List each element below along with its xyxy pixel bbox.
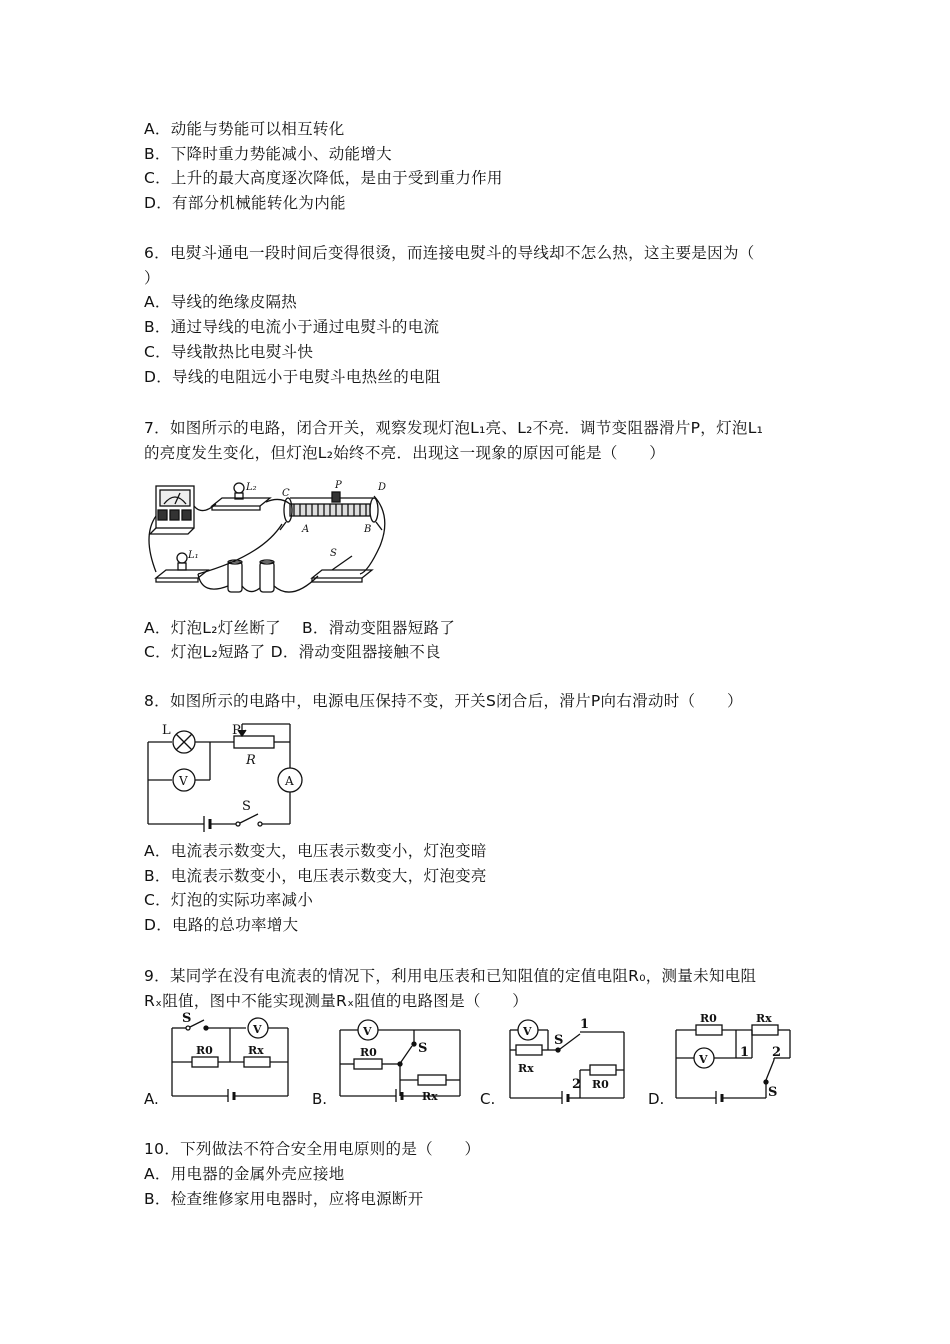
q10-option-b: B．检查维修家用电器时，应将电源断开: [144, 1190, 424, 1208]
q9d-two-label: 2: [772, 1045, 782, 1060]
q8-option-a: A．电流表示数变大，电压表示数变小，灯泡变暗: [144, 842, 487, 860]
q7-stem-line2: 的亮度发生变化，但灯泡L₂始终不亮．出现这一现象的原因可能是（ ）: [144, 444, 666, 462]
q7-s-label: S: [330, 548, 337, 559]
q9-circuit-c: [504, 1014, 632, 1104]
q7-l1-label: L₁: [188, 550, 199, 561]
q7-circuit-figure: [142, 476, 404, 606]
q8-option-b: B．电流表示数变小，电压表示数变大，灯泡变亮: [144, 867, 487, 885]
q6-option-c: C．导线散热比电熨斗快: [144, 343, 314, 361]
q9a-rx-label: Rx: [248, 1044, 264, 1057]
q9b-s-label: S: [418, 1041, 428, 1056]
q9-option-c-label: C.: [480, 1090, 496, 1108]
q9d-v-label: V: [699, 1053, 708, 1066]
q9c-s-label: S: [554, 1033, 564, 1048]
q9d-r0-label: R0: [700, 1012, 717, 1025]
q8-option-d: D．电路的总功率增大: [144, 916, 299, 934]
q5-option-a: A．动能与势能可以相互转化: [144, 120, 345, 138]
q7-c-label: C: [282, 488, 290, 499]
q9b-r0-label: R0: [360, 1046, 377, 1059]
q9-option-a-label: A.: [144, 1090, 159, 1108]
q9d-rx-label: Rx: [756, 1012, 772, 1025]
q9a-r0-label: R0: [196, 1044, 213, 1057]
q6-stem-line2: ）: [144, 269, 160, 287]
q8-stem: 8．如图所示的电路中，电源电压保持不变，开关S闭合后，滑片P向右滑动时（ ）: [144, 692, 743, 710]
q9-option-b-label: B.: [312, 1090, 328, 1108]
q8-circuit-figure: [142, 718, 307, 834]
q8-r-label: R: [246, 753, 256, 768]
q8-a-label: A: [285, 774, 294, 788]
q9a-v-label: V: [253, 1023, 262, 1036]
q9c-one-label: 1: [580, 1017, 590, 1032]
q5-option-c: C．上升的最大高度逐次降低，是由于受到重力作用: [144, 169, 503, 187]
q8-v-label: V: [179, 774, 188, 788]
q10-stem: 10．下列做法不符合安全用电原则的是（ ）: [144, 1140, 481, 1158]
q9a-s-label: S: [182, 1012, 192, 1026]
q10-option-a: A．用电器的金属外壳应接地: [144, 1165, 345, 1183]
q7-p-label: P: [335, 480, 342, 491]
q9c-v-label: V: [523, 1025, 532, 1038]
q7-d-label: D: [378, 482, 387, 493]
q7-options-line2: C．灯泡L₂短路了 D．滑动变阻器接触不良: [144, 643, 441, 661]
q9c-r0-label: R0: [592, 1078, 609, 1091]
q6-option-a: A．导线的绝缘皮隔热: [144, 293, 298, 311]
q9-circuit-d: [670, 1010, 798, 1104]
q5-option-b: B．下降时重力势能减小、动能增大: [144, 145, 392, 163]
q9b-v-label: V: [363, 1025, 372, 1038]
q8-circuit-drawing: [142, 718, 307, 834]
q6-option-b: B．通过导线的电流小于通过电熨斗的电流: [144, 318, 440, 336]
q6-stem-line1: 6．电熨斗通电一段时间后变得很烫，而连接电熨斗的导线却不怎么热，这主要是因为（: [144, 244, 755, 262]
q9-circuit-a: [168, 1012, 292, 1102]
q9d-one-label: 1: [740, 1045, 750, 1060]
q7-options-line1: A．灯泡L₂灯丝断了 B．滑动变阻器短路了: [144, 619, 456, 637]
q7-circuit-drawing: [142, 476, 404, 606]
q7-a-label: A: [302, 524, 310, 535]
q8-s-label: S: [242, 799, 251, 814]
q6-option-d: D．导线的电阻远小于电熨斗电热丝的电阻: [144, 368, 441, 386]
q9c-two-label: 2: [572, 1077, 582, 1092]
q9c-rx-label: Rx: [518, 1062, 534, 1075]
q5-option-d: D．有部分机械能转化为内能: [144, 194, 346, 212]
q8-p-label: P: [232, 723, 241, 738]
q9-stem-line1: 9．某同学在没有电流表的情况下，利用电压表和已知阻值的定值电阻R₀，测量未知电阻: [144, 967, 757, 985]
q7-stem-line1: 7．如图所示的电路，闭合开关，观察发现灯泡L₁亮、L₂不亮．调节变阻器滑片P，灯泡L₁: [144, 419, 764, 437]
q7-b-label: B: [364, 524, 372, 535]
q9d-s-label: S: [768, 1085, 778, 1100]
q7-l2-label: L₂: [246, 482, 257, 493]
q9b-rx-label: Rx: [422, 1090, 438, 1102]
q9-circuit-b: [336, 1018, 464, 1102]
q9-stem-line2: Rₓ阻值，图中不能实现测量Rₓ阻值的电路图是（ ）: [144, 992, 529, 1010]
q8-l-label: L: [162, 723, 171, 738]
q9-option-d-label: D.: [648, 1090, 665, 1108]
q8-option-c: C．灯泡的实际功率减小: [144, 891, 314, 909]
